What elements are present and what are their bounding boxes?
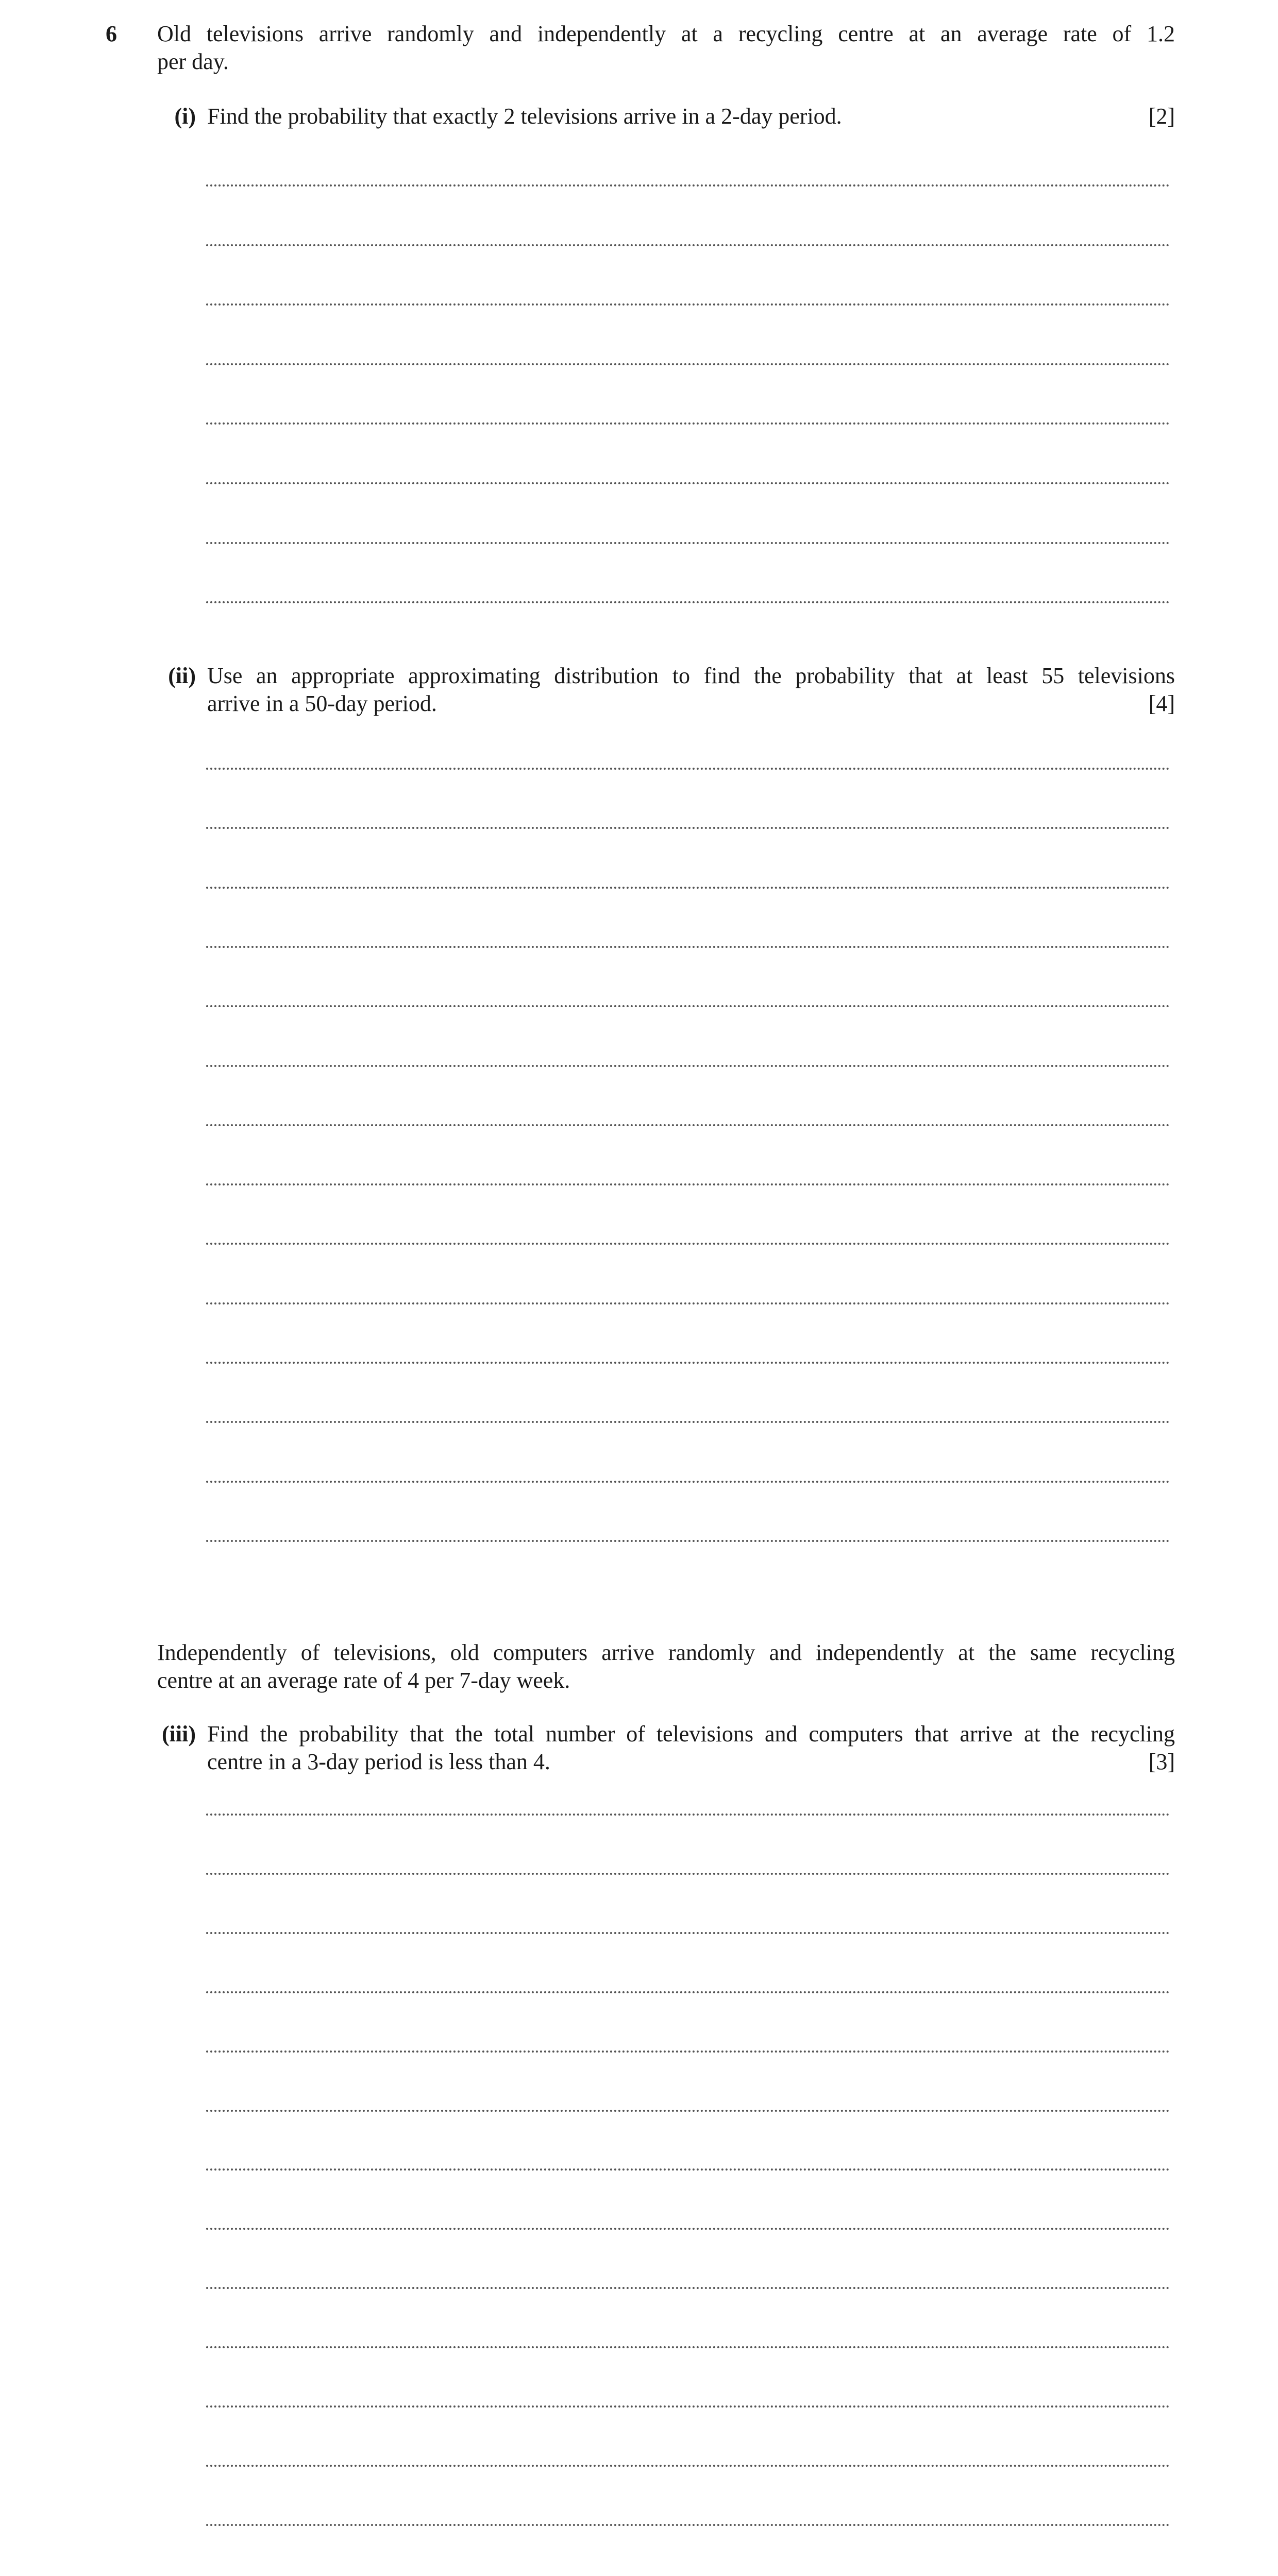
interlude-line-1: Independently of televisions, old computers arrive randomly and independently at the same recycling: [157, 1640, 1175, 1665]
answer-line: [206, 482, 1170, 484]
answer-line: [206, 1302, 1170, 1304]
interlude-line-2: centre at an average rate of 4 per 7-day week.: [157, 1668, 570, 1693]
answer-line: [206, 542, 1170, 544]
part-ii-marks: [4]: [1148, 691, 1175, 716]
answer-line: [206, 1932, 1170, 1934]
answer-line: [206, 1991, 1170, 1993]
answer-line: [206, 1243, 1170, 1245]
answer-line: [206, 1481, 1170, 1483]
answer-line: [206, 244, 1170, 246]
answer-line: [206, 2228, 1170, 2230]
part-ii-question-line-2: arrive in a 50-day period.: [207, 691, 437, 716]
answer-line: [206, 1124, 1170, 1126]
answer-line: [206, 2050, 1170, 2053]
part-iii-question-line-1: Find the probability that the total number of televisions and computers that arrive at the recycling: [207, 1721, 1175, 1747]
answer-line: [206, 887, 1170, 889]
answer-line: [206, 2168, 1170, 2171]
answer-line: [206, 2110, 1170, 2112]
answer-line: [206, 1065, 1170, 1067]
part-ii-label: (ii): [168, 663, 196, 688]
answer-line: [206, 768, 1170, 770]
answer-line: [206, 827, 1170, 829]
question-intro-line-1: Old televisions arrive randomly and independently at a recycling centre at an average rate of 1.2: [157, 21, 1175, 46]
answer-line: [206, 946, 1170, 948]
part-iii-marks: [3]: [1148, 1749, 1175, 1774]
answer-line: [206, 2346, 1170, 2348]
answer-line: [206, 1421, 1170, 1423]
answer-line: [206, 1873, 1170, 1875]
part-i-marks: [2]: [1148, 104, 1175, 129]
answer-line: [206, 601, 1170, 603]
answer-line: [206, 2405, 1170, 2408]
part-ii-question-line-1: Use an appropriate approximating distribution to find the probability that at least 55 televisions: [207, 663, 1175, 688]
answer-line: [206, 1183, 1170, 1185]
answer-line: [206, 422, 1170, 425]
answer-line: [206, 184, 1170, 187]
part-i-question: Find the probability that exactly 2 televisions arrive in a 2-day period.: [207, 104, 842, 129]
answer-line: [206, 2287, 1170, 2289]
answer-line: [206, 1814, 1170, 1816]
part-iii-label: (iii): [162, 1721, 196, 1747]
question-intro-line-2: per day.: [157, 49, 229, 74]
question-number: 6: [106, 21, 117, 46]
answer-line: [206, 363, 1170, 365]
part-i-label: (i): [174, 104, 196, 129]
answer-line: [206, 1005, 1170, 1007]
answer-line: [206, 1362, 1170, 1364]
answer-line: [206, 2465, 1170, 2467]
answer-line: [206, 2524, 1170, 2526]
answer-line: [206, 1540, 1170, 1542]
part-iii-question-line-2: centre in a 3-day period is less than 4.: [207, 1749, 550, 1774]
answer-line: [206, 303, 1170, 306]
